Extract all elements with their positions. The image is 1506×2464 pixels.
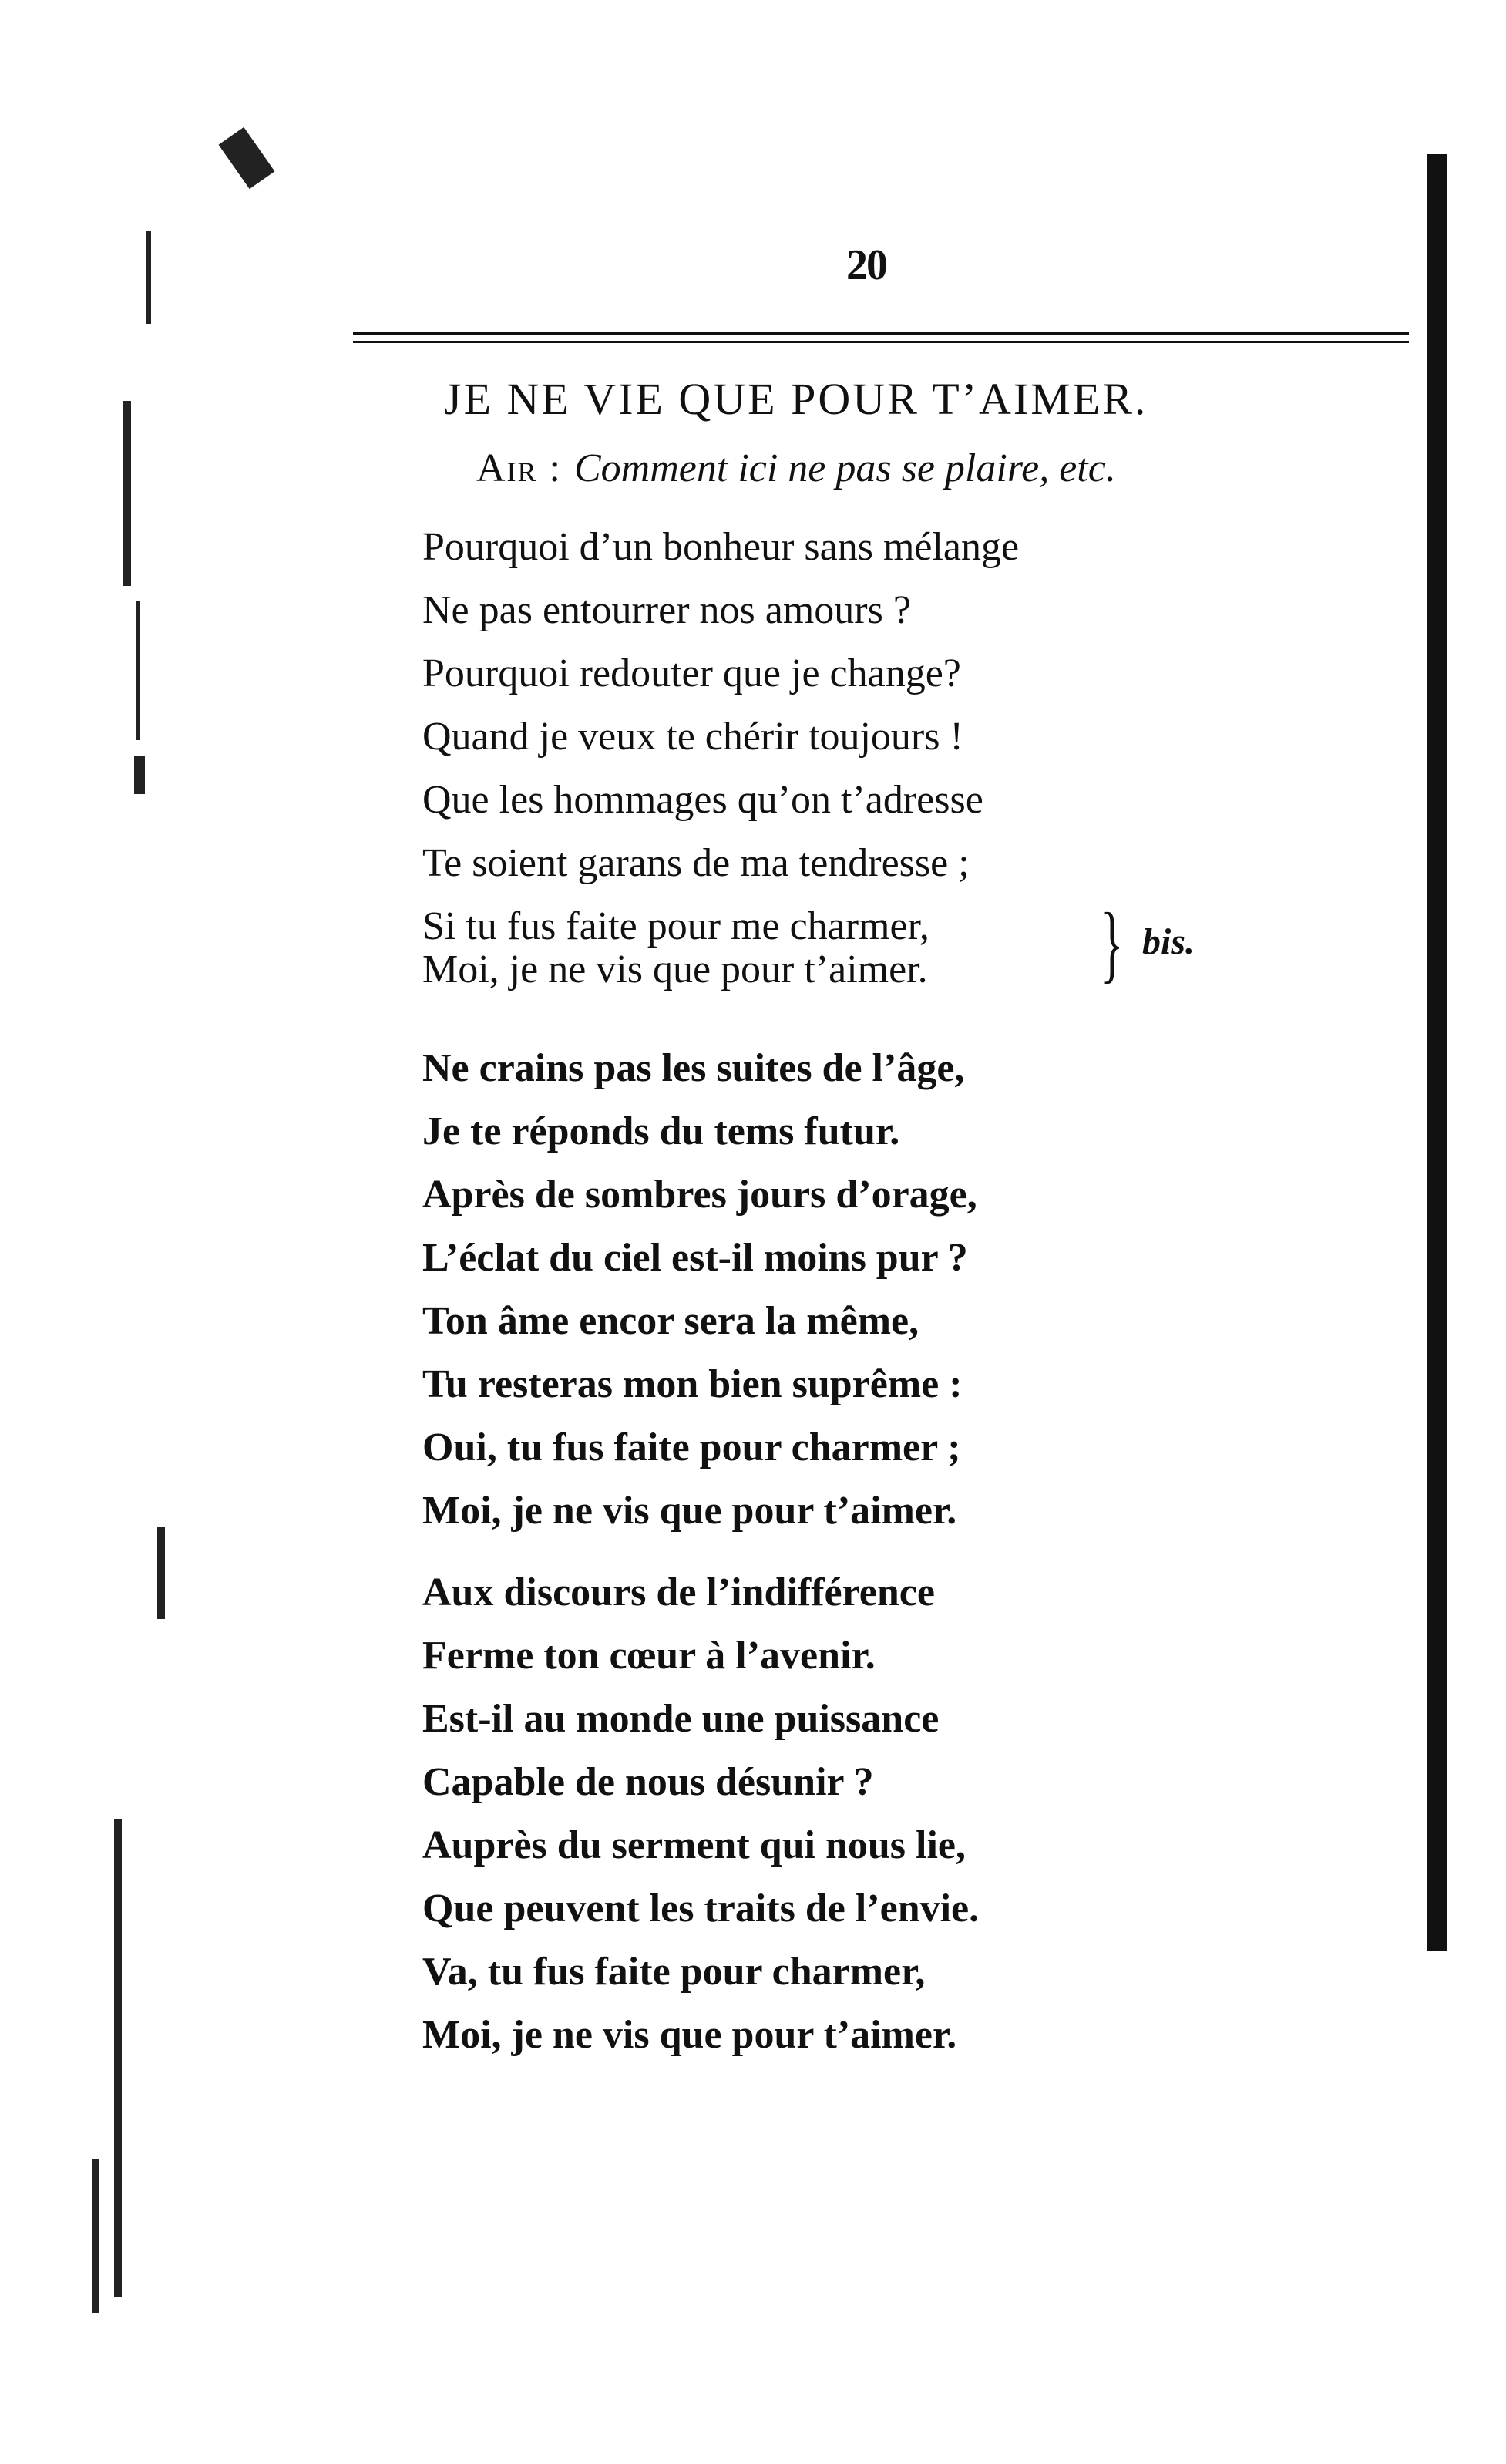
verse-line: Oui, tu fus faite pour charmer ; xyxy=(422,1426,961,1469)
verse-line: Je te réponds du tems futur. xyxy=(422,1109,900,1153)
header-rule-top xyxy=(353,332,1409,335)
scan-speck xyxy=(123,401,131,586)
scan-speck xyxy=(92,2159,99,2313)
verse-line: Est-il au monde une puissance xyxy=(422,1697,940,1741)
verse-line: Ferme ton cœur à l’avenir. xyxy=(422,1634,876,1678)
verse-line: Tu resteras mon bien suprême : xyxy=(422,1362,963,1406)
verse-line: Moi, je ne vis que pour t’aimer. xyxy=(422,1489,957,1533)
verse-line: Si tu fus faite pour me charmer, xyxy=(422,904,929,948)
verse-line: Te soient garans de ma tendresse ; xyxy=(422,841,970,885)
air-text: Comment ici ne pas se plaire, etc. xyxy=(574,446,1116,490)
verse-line: Pourquoi redouter que je change? xyxy=(422,651,961,695)
verse-line: Moi, je ne vis que pour t’aimer. xyxy=(422,2013,957,2057)
page-edge-bar xyxy=(1427,154,1447,1951)
repeat-brace: } xyxy=(1101,896,1124,991)
verse-line: L’éclat du ciel est-il moins pur ? xyxy=(422,1236,968,1280)
verse-line: Moi, je ne vis que pour t’aimer. xyxy=(422,948,928,991)
verse-line: Capable de nous désunir ? xyxy=(422,1760,874,1804)
verse-line: Va, tu fus faite pour charmer, xyxy=(422,1950,926,1994)
air-label: Air : xyxy=(476,446,562,490)
verse-line: Que peuvent les traits de l’envie. xyxy=(422,1887,980,1930)
scan-speck xyxy=(146,231,151,324)
verse-line: Aux discours de l’indifférence xyxy=(422,1570,935,1614)
scan-speck xyxy=(136,601,140,740)
verse-line: Ne crains pas les suites de l’âge, xyxy=(422,1046,965,1090)
song-title: JE NE VIE QUE POUR T’AIMER. xyxy=(444,374,1148,424)
verse-line: Pourquoi d’un bonheur sans mélange xyxy=(422,525,1020,569)
verse-line: Quand je veux te chérir toujours ! xyxy=(422,715,963,759)
scan-speck xyxy=(114,1819,122,2297)
scan-speck xyxy=(157,1527,165,1619)
scan-speck xyxy=(134,756,145,794)
air-line xyxy=(476,446,1116,491)
bis-marker: bis. xyxy=(1142,921,1195,962)
page-number: 20 xyxy=(846,241,886,289)
scan-speck xyxy=(219,127,275,189)
verse-line: Ton âme encor sera la même, xyxy=(422,1299,919,1343)
verse-line: Que les hommages qu’on t’adresse xyxy=(422,778,983,822)
header-rule-bottom xyxy=(353,341,1409,343)
verse-line: Ne pas entourrer nos amours ? xyxy=(422,588,911,632)
verse-line: Après de sombres jours d’orage, xyxy=(422,1173,977,1217)
verse-line: Auprès du serment qui nous lie, xyxy=(422,1823,966,1867)
